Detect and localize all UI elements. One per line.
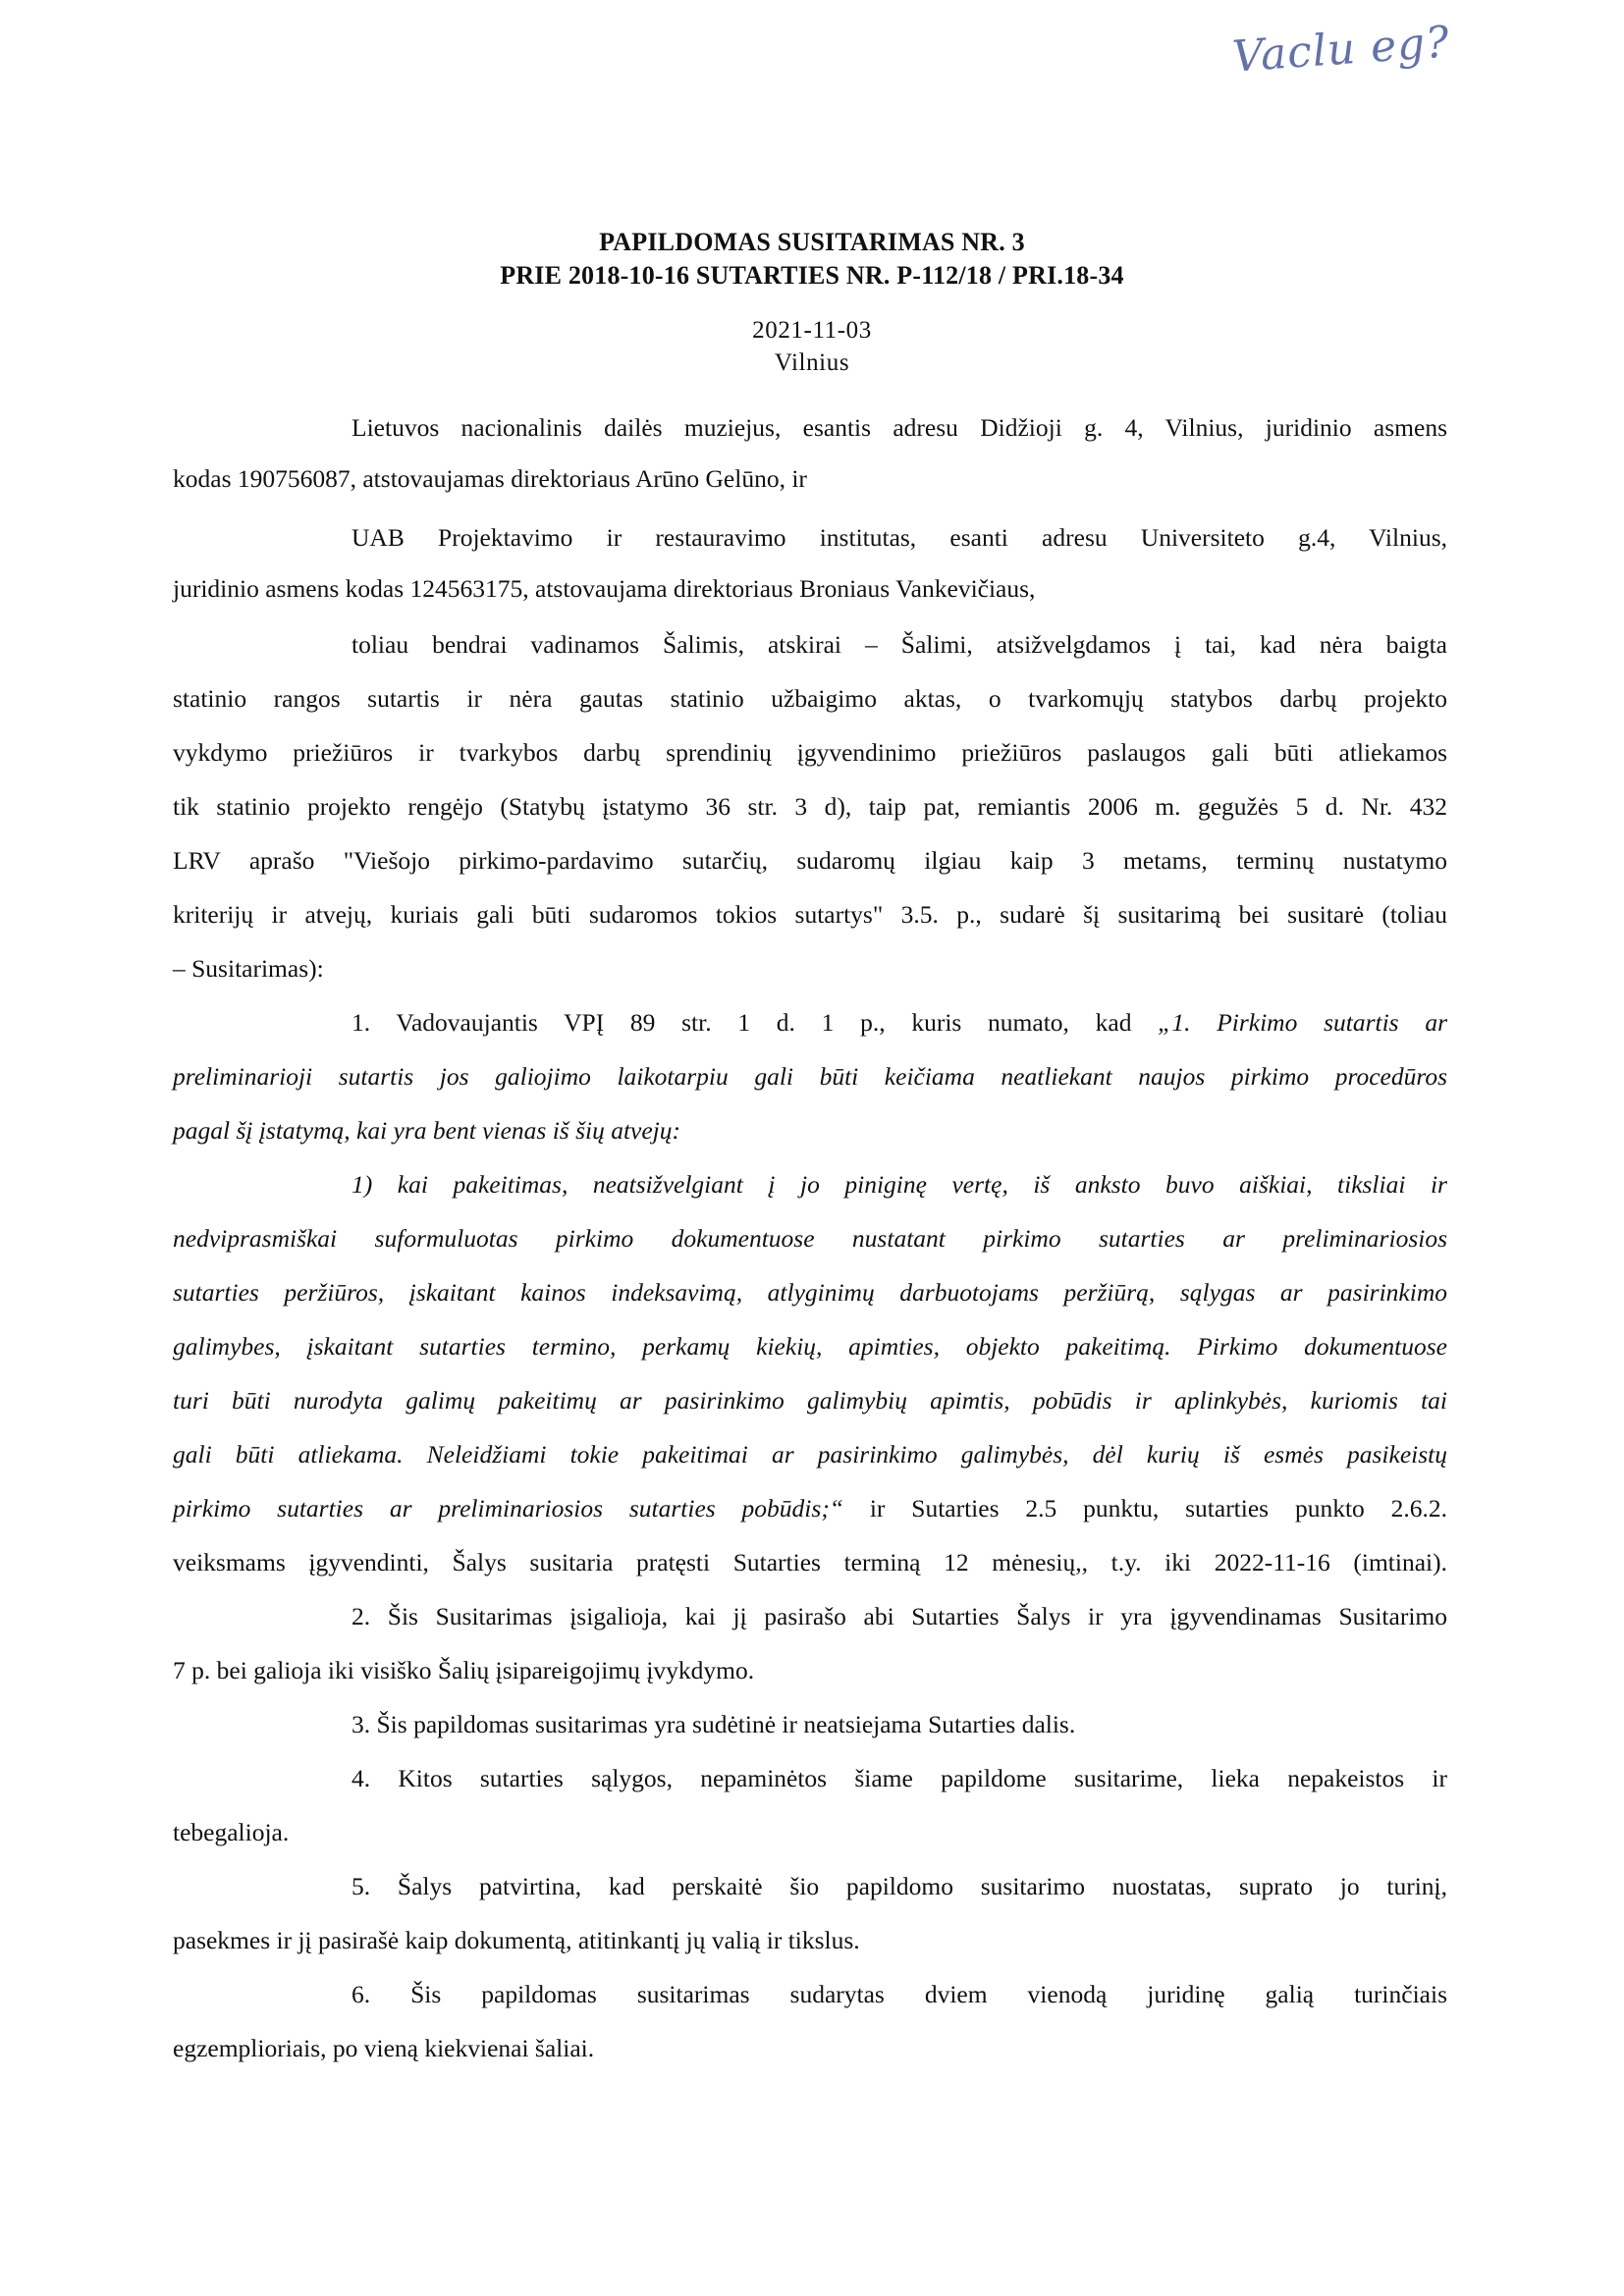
handwritten-note: Vaclu eg?: [1230, 17, 1452, 82]
clause-1-line4: 1) kai pakeitimas, neatsižvelgiant į jo piniginę vertę, iš anksto buvo aiškiai, tiksliai ir: [352, 1170, 1447, 1199]
clause-4-line1: 4. Kitos sutarties sąlygos, nepaminėtos šiame papildome susitarime, lieka nepakeistos ir: [352, 1764, 1447, 1792]
clause-1-line2: preliminarioji sutartis jos galiojimo laikotarpiu gali būti keičiama neatliekant naujos pirkimo procedūros: [173, 1062, 1447, 1091]
recital-line7: – Susitarimas):: [173, 954, 324, 983]
clause-5-line1: 5. Šalys patvirtina, kad perskaitė šio papildomo susitarimo nuostatas, suprato jo turinį,: [352, 1872, 1447, 1900]
recital-line3: vykdymo priežiūros ir tvarkybos darbų sprendinių įgyvendinimo priežiūros paslaugos gali būti atliekamos: [173, 738, 1447, 767]
party2-line1: UAB Projektavimo ir restauravimo institutas, esanti adresu Universiteto g.4, Vilnius,: [352, 523, 1447, 552]
document-date: 2021-11-03: [752, 317, 872, 344]
recital-line5: LRV aprašo "Viešojo pirkimo-pardavimo sutarčių, sudaromų ilgiau kaip 3 metams, terminų nustatymo: [173, 846, 1447, 875]
clause-1-line5: nedviprasmiškai suformuluotas pirkimo dokumentuose nustatant pirkimo sutarties ar preliminariosios: [173, 1224, 1447, 1253]
clause-6-line2: egzemplioriais, po vieną kiekvienai šaliai.: [173, 2034, 595, 2062]
recital-line6: kriterijų ir atvejų, kuriais gali būti sudaromos tokios sutartys" 3.5. p., sudarė šį susitarimą bei susitarė (toliau: [173, 900, 1447, 929]
recital-line4: tik statinio projekto rengėjo (Statybų įstatymo 36 str. 3 d), taip pat, remiantis 2006 m. gegužės 5 d. Nr. 432: [173, 792, 1447, 821]
document-subtitle: PRIE 2018-10-16 SUTARTIES NR. P-112/18 / PRI.18-34: [500, 261, 1124, 290]
clause-1-line6: sutarties peržiūros, įskaitant kainos indeksavimą, atlyginimų darbuotojams peržiūrą, sąlygas ar pasirinkimo: [173, 1278, 1447, 1307]
party1-line1: Lietuvos nacionalinis dailės muziejus, esantis adresu Didžioji g. 4, Vilnius, juridinio asmens: [352, 413, 1447, 442]
clause-1-continuation: ir Sutarties 2.5 punktu, sutarties punkto 2.6.2.: [843, 1494, 1447, 1522]
clause-5-line2: pasekmes ir jį pasirašė kaip dokumentą, atitinkantį jų valią ir tikslus.: [173, 1926, 860, 1954]
document-title: PAPILDOMAS SUSITARIMAS NR. 3: [599, 228, 1025, 256]
clause-1-line1: [352, 1008, 1447, 1038]
party1-line2: kodas 190756087, atstovaujamas direktoriaus Arūno Gelūno, ir: [173, 464, 807, 493]
recital-line2: statinio rangos sutartis ir nėra gautas statinio užbaigimo aktas, o tvarkomųjų statybos darbų projekto: [173, 684, 1447, 713]
clause-2-line2: 7 p. bei galioja iki visiško Šalių įsipareigojimų įvykdymo.: [173, 1656, 755, 1684]
clause-1-line8: turi būti nurodyta galimų pakeitimų ar pasirinkimo galimybių apimtis, pobūdis ir aplinkybės, kuriomis tai: [173, 1386, 1447, 1415]
clause-6-line1: 6. Šis papildomas susitarimas sudarytas dviem vienodą juridinę galią turinčiais: [352, 1980, 1447, 2008]
document-city: Vilnius: [774, 349, 850, 376]
clause-1-line3: pagal šį įstatymą, kai yra bent vienas iš šių atvejų:: [173, 1116, 681, 1145]
clause-2-line1: 2. Šis Susitarimas įsigalioja, kai jį pasirašo abi Sutarties Šalys ir yra įgyvendinamas Susitarimo: [352, 1602, 1447, 1630]
recital-line1: toliau bendrai vadinamos Šalimis, atskirai – Šalimi, atsižvelgdamos į tai, kad nėra baigta: [352, 630, 1447, 659]
clause-4-line2: tebegalioja.: [173, 1818, 290, 1846]
clause-1-line7: galimybes, įskaitant sutarties termino, perkamų kiekių, apimties, objekto pakeitimą. Pirkimo dokumentuose: [173, 1332, 1447, 1361]
clause-1-intro: 1. Vadovaujantis VPĮ 89 str. 1 d. 1 p., kuris numato, kad: [352, 1008, 1159, 1037]
clause-1-line11: veiksmams įgyvendinti, Šalys susitaria pratęsti Sutarties terminą 12 mėnesių,, t.y. iki 2022-11-16 (imtinai).: [173, 1548, 1447, 1576]
clause-1-line9: gali būti atliekama. Neleidžiami tokie pakeitimai ar pasirinkimo galimybės, dėl kurių iš esmės pasikeistų: [173, 1440, 1447, 1468]
clause-1-line10: [173, 1494, 1447, 1523]
clause-1-quote-start: „1. Pirkimo sutartis ar: [1158, 1008, 1447, 1037]
party2-line2: juridinio asmens kodas 124563175, atstovaujama direktoriaus Broniaus Vankevičiaus,: [173, 574, 1036, 603]
clause-1-quote-end: pirkimo sutarties ar preliminariosios sutarties pobūdis;“: [173, 1494, 843, 1522]
clause-3-line1: 3. Šis papildomas susitarimas yra sudėtinė ir neatsiejama Sutarties dalis.: [352, 1710, 1076, 1738]
